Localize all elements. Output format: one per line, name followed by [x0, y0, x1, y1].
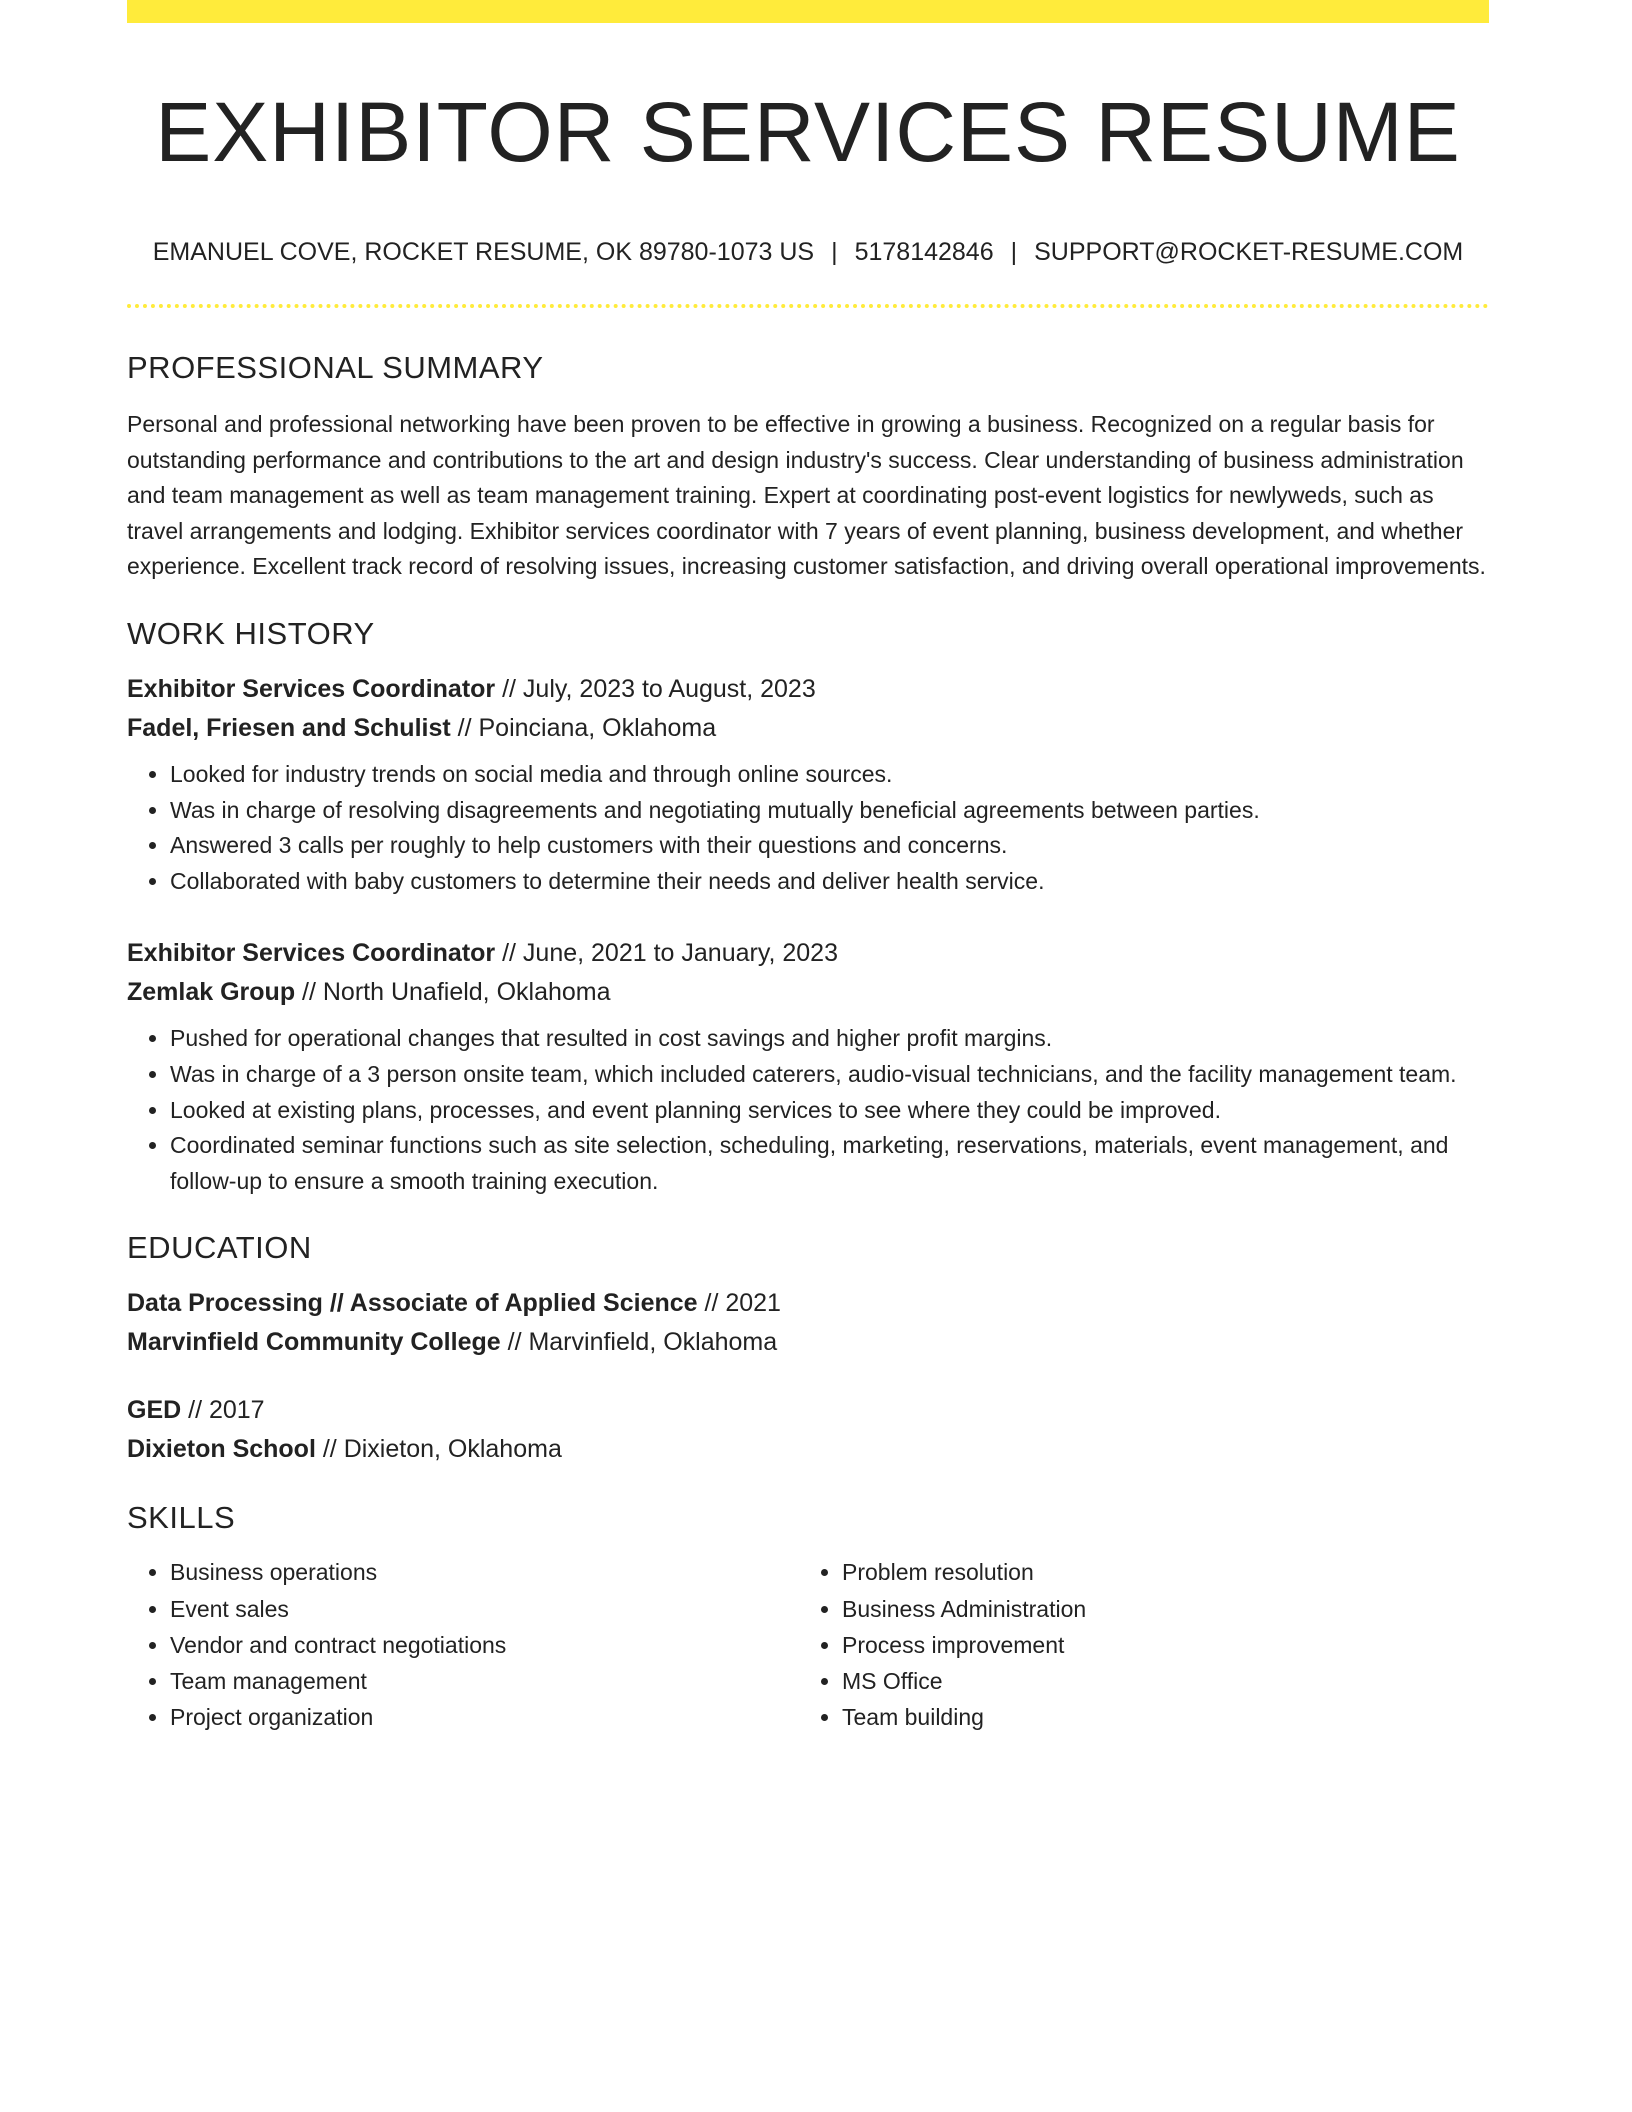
skills-column-left: [127, 1554, 799, 1735]
list-item: • Coordinated seminar functions such as site selection, scheduling, marketing, reservations, materials, event management, and follow-up to ensure a smooth training execution.: [170, 1128, 1489, 1199]
work-history-heading: WORK HISTORY: [127, 615, 375, 651]
skills-grid: [127, 1554, 1489, 1735]
education-entry: [127, 1284, 1489, 1362]
school: Dixieton School: [127, 1435, 316, 1464]
job-location: // Poinciana, Oklahoma: [450, 713, 717, 742]
job-title-line: [127, 670, 1489, 709]
graduation-year: // 2021: [697, 1289, 781, 1318]
skill-item: • MS Office: [842, 1663, 1471, 1699]
skill-item: • Team building: [842, 1699, 1471, 1735]
list-item: • Collaborated with baby customers to determine their needs and deliver health service.: [170, 864, 1489, 900]
work-history-section: [127, 612, 1489, 1199]
job-entry: [127, 934, 1489, 1199]
school-location: // Marvinfield, Oklahoma: [500, 1328, 778, 1357]
job-company: Zemlak Group: [127, 978, 296, 1007]
education-heading: EDUCATION: [127, 1230, 312, 1266]
job-title: Exhibitor Services Coordinator: [127, 939, 496, 968]
accent-bar: [127, 0, 1489, 23]
phone: 5178142846: [854, 238, 994, 266]
education-section: [127, 1226, 1489, 1469]
school-line: [127, 1323, 1489, 1362]
job-company-line: [127, 973, 1489, 1012]
job-title-line: [127, 934, 1489, 973]
list-item: • Looked at existing plans, processes, and event planning services to see where they could be improved.: [170, 1093, 1489, 1129]
separator: |: [1010, 238, 1018, 266]
address: EMANUEL COVE, ROCKET RESUME, OK 89780-1073 US: [152, 238, 815, 266]
job-bullets: [127, 1021, 1489, 1199]
job-title: Exhibitor Services Coordinator: [127, 674, 496, 703]
job-company-line: [127, 709, 1489, 748]
list-item: • Answered 3 calls per roughly to help customers with their questions and concerns.: [170, 828, 1489, 864]
list-item: • Was in charge of resolving disagreements and negotiating mutually beneficial agreements between parties.: [170, 793, 1489, 829]
separator: |: [831, 238, 838, 266]
skill-item: • Vendor and contract negotiations: [170, 1627, 799, 1663]
list-item: • Was in charge of a 3 person onsite team, which included caterers, audio-visual technicians, and the facility management team.: [170, 1057, 1489, 1093]
resume-title: EXHIBITOR SERVICES RESUME: [155, 85, 1461, 179]
school-line: [127, 1430, 1489, 1469]
list-item: • Pushed for operational changes that resulted in cost savings and higher profit margins.: [170, 1021, 1489, 1057]
skills-heading: SKILLS: [127, 1500, 236, 1536]
job-company: Fadel, Friesen and Schulist: [127, 713, 451, 742]
job-bullets: [127, 757, 1489, 899]
degree: Data Processing // Associate of Applied Science: [127, 1289, 698, 1318]
school-location: // Dixieton, Oklahoma: [315, 1435, 562, 1464]
degree: GED: [127, 1396, 182, 1425]
skills-column-right: [799, 1554, 1471, 1735]
school: Marvinfield Community College: [127, 1328, 501, 1357]
skills-section: [127, 1496, 1489, 1735]
summary-heading: PROFESSIONAL SUMMARY: [127, 350, 544, 385]
job-entry: [127, 670, 1489, 899]
resume-content: [127, 346, 1489, 1735]
skill-item: • Project organization: [170, 1699, 799, 1735]
dotted-divider: [127, 304, 1489, 308]
email: SUPPORT@ROCKET-RESUME.COM: [1034, 238, 1464, 266]
education-entry: [127, 1391, 1489, 1469]
degree-line: [127, 1391, 1489, 1430]
skill-item: • Team management: [170, 1663, 799, 1699]
contact-line: [127, 236, 1489, 268]
degree-line: [127, 1284, 1489, 1323]
graduation-year: // 2017: [181, 1396, 265, 1425]
skill-item: • Process improvement: [842, 1627, 1471, 1663]
skill-item: • Problem resolution: [842, 1554, 1471, 1590]
skill-item: • Business operations: [170, 1554, 799, 1590]
job-location: // North Unafield, Oklahoma: [295, 978, 611, 1007]
job-dates: // June, 2021 to January, 2023: [495, 939, 838, 968]
skill-item: • Business Administration: [842, 1591, 1471, 1627]
skill-item: • Event sales: [170, 1591, 799, 1627]
summary-text: Personal and professional networking have been proven to be effective in growing a business. Recognized on a regular basis for outstanding performance and contributions to the art and design industry's success. Clear understanding of business administration and team management as well as team management training. Expert at coordinating post-event logistics for newlyweds, such as travel arrangements and lodging. Exhibitor services coordinator with 7 years of event planning, business development, and whether experience. Excellent track record of resolving issues, increasing customer satisfaction, and driving overall operational improvements.: [127, 411, 1486, 580]
list-item: • Looked for industry trends on social media and through online sources.: [170, 757, 1489, 793]
job-dates: // July, 2023 to August, 2023: [495, 674, 816, 703]
